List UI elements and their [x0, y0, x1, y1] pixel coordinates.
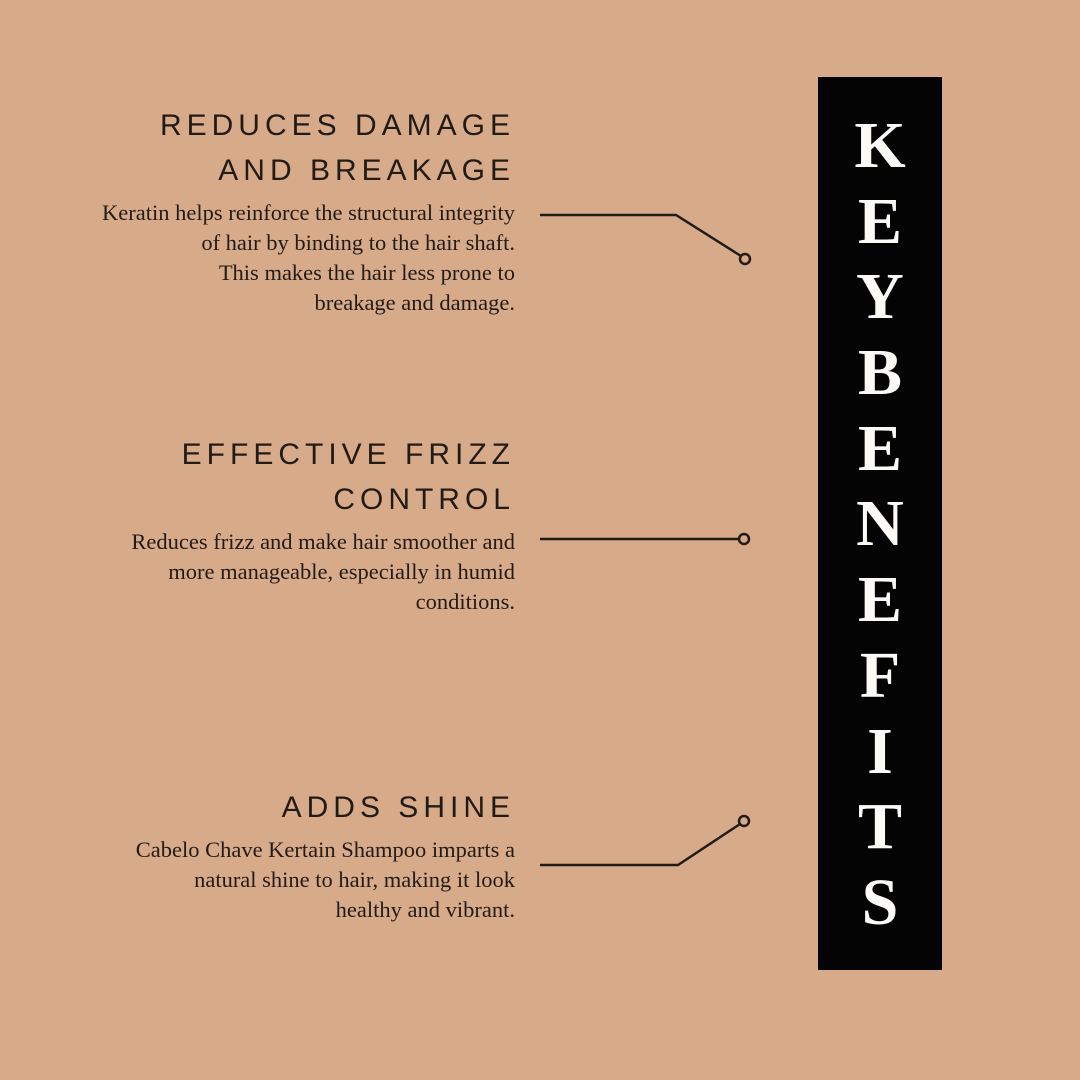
body-line: Keratin helps reinforce the structural integrity	[102, 200, 515, 225]
body-line: This makes the hair less prone to	[218, 260, 515, 285]
benefit-section-frizz-control	[55, 432, 515, 617]
heading-line: CONTROL	[333, 483, 515, 516]
benefit-section-adds-shine	[55, 785, 515, 925]
banner-letter: T	[857, 790, 903, 864]
body-line: Reduces frizz and make hair smoother and	[131, 529, 515, 554]
body-line: breakage and damage.	[314, 290, 515, 315]
benefit-heading	[55, 432, 515, 522]
benefit-body	[55, 835, 515, 925]
heading-line: REDUCES DAMAGE	[159, 109, 515, 142]
body-line: natural shine to hair, making it look	[194, 867, 515, 892]
leader-line-3	[535, 810, 760, 875]
banner-letter: N	[856, 487, 904, 561]
banner-letter: E	[857, 411, 903, 485]
banner-letter: B	[857, 336, 903, 410]
benefit-section-reduces-damage	[55, 103, 515, 318]
banner-letter: Y	[856, 260, 904, 334]
body-line: more manageable, especially in humid	[168, 559, 515, 584]
heading-line: ADDS SHINE	[281, 791, 515, 824]
banner-letter: E	[857, 184, 903, 258]
banner-letter: K	[854, 109, 906, 182]
benefit-body	[55, 527, 515, 617]
banner-letter: F	[859, 638, 901, 712]
body-line: of hair by binding to the hair shaft.	[201, 230, 515, 255]
body-line: Cabelo Chave Kertain Shampoo imparts a	[135, 837, 515, 862]
key-benefits-banner	[818, 77, 942, 970]
benefit-heading	[55, 785, 515, 830]
benefit-body	[55, 198, 515, 318]
banner-letter: E	[857, 563, 903, 637]
benefit-heading	[55, 103, 515, 193]
body-line: conditions.	[415, 589, 515, 614]
heading-line: AND BREAKAGE	[218, 154, 515, 187]
leader-line-1	[535, 200, 760, 270]
heading-line: EFFECTIVE FRIZZ	[181, 438, 515, 471]
banner-letter: I	[867, 714, 893, 788]
leader-line-2	[535, 525, 760, 555]
body-line: healthy and vibrant.	[335, 897, 515, 922]
banner-letter: S	[861, 865, 899, 939]
